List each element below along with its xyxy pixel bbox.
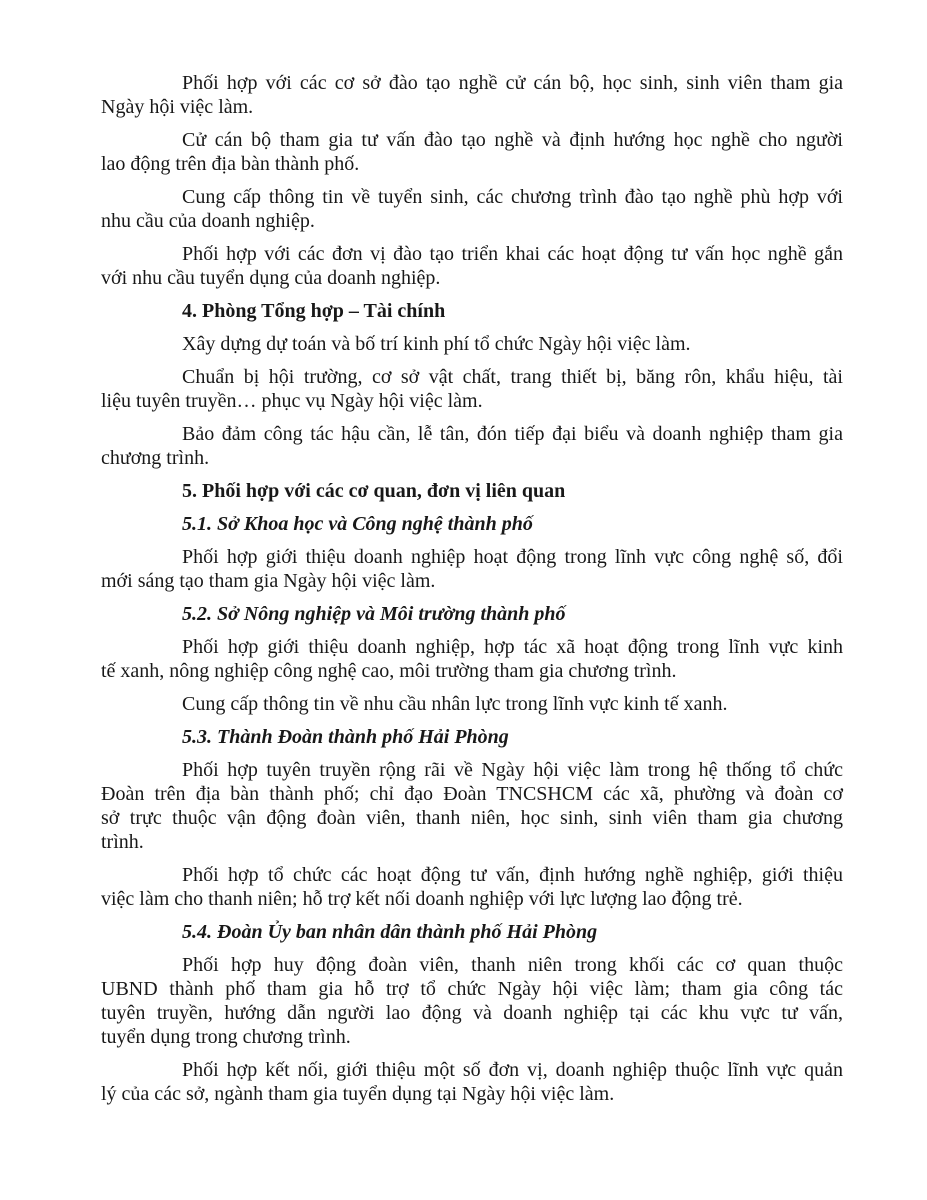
text-line: Cung cấp thông tin về tuyển sinh, các chương trình đào tạo nghề phù hợp với	[182, 186, 843, 208]
text-line: Đoàn trên địa bàn thành phố; chỉ đạo Đoàn TNCSHCM các xã, phường và đoàn cơ	[101, 783, 843, 805]
subsection-heading: 5.1. Sở Khoa học và Công nghệ thành phố	[182, 513, 533, 535]
text-line: tuyên truyền, hướng dẫn người lao động và doanh nghiệp tại các khu vực tư vấn,	[101, 1002, 843, 1024]
text-line: nhu cầu của doanh nghiệp.	[101, 210, 315, 232]
text-line: Phối hợp với các đơn vị đào tạo triển khai các hoạt động tư vấn học nghề gắn	[182, 243, 843, 265]
text-line: Cung cấp thông tin về nhu cầu nhân lực trong lĩnh vực kinh tế xanh.	[182, 693, 728, 715]
text-line: sở trực thuộc vận động đoàn viên, thanh niên, học sinh, sinh viên tham gia chương	[101, 807, 843, 829]
text-line: trình.	[101, 831, 144, 853]
paragraph	[101, 185, 843, 233]
paragraph	[101, 242, 843, 290]
paragraph	[101, 545, 843, 593]
text-line: Chuẩn bị hội trường, cơ sở vật chất, trang thiết bị, băng rôn, khẩu hiệu, tài	[182, 366, 843, 388]
text-line: lý của các sở, ngành tham gia tuyển dụng tại Ngày hội việc làm.	[101, 1083, 615, 1105]
paragraph	[101, 863, 843, 911]
text-line: lao động trên địa bàn thành phố.	[101, 153, 360, 175]
document-content	[101, 71, 843, 1106]
paragraph	[101, 365, 843, 413]
text-line: Bảo đảm công tác hậu cần, lễ tân, đón tiếp đại biểu và doanh nghiệp tham gia	[182, 423, 843, 445]
paragraph	[101, 635, 843, 683]
text-line: Phối hợp huy động đoàn viên, thanh niên trong khối các cơ quan thuộc	[182, 954, 843, 976]
text-line: Phối hợp giới thiệu doanh nghiệp, hợp tác xã hoạt động trong lĩnh vực kinh	[182, 636, 843, 658]
section-heading: 5. Phối hợp với các cơ quan, đơn vị liên quan	[182, 480, 566, 502]
text-line: Phối hợp tổ chức các hoạt động tư vấn, định hướng nghề nghiệp, giới thiệu	[182, 864, 843, 886]
paragraph	[101, 128, 843, 176]
subsection-heading: 5.2. Sở Nông nghiệp và Môi trường thành phố	[182, 603, 566, 625]
text-line: mới sáng tạo tham gia Ngày hội việc làm.	[101, 570, 436, 592]
paragraph	[101, 758, 843, 854]
text-line: Phối hợp tuyên truyền rộng rãi về Ngày hội việc làm trong hệ thống tổ chức	[182, 759, 843, 781]
text-line: Phối hợp với các cơ sở đào tạo nghề cử cán bộ, học sinh, sinh viên tham gia	[182, 72, 843, 94]
text-line: với nhu cầu tuyển dụng của doanh nghiệp.	[101, 267, 441, 289]
text-line: Ngày hội việc làm.	[101, 96, 254, 118]
paragraph	[101, 332, 843, 356]
text-line: chương trình.	[101, 447, 210, 469]
paragraph	[101, 422, 843, 470]
text-line: UBND thành phố tham gia hỗ trợ tổ chức Ngày hội việc làm; tham gia công tác	[101, 978, 843, 1000]
section-heading: 4. Phòng Tổng hợp – Tài chính	[182, 300, 446, 322]
paragraph	[101, 692, 843, 716]
text-line: liệu tuyên truyền… phục vụ Ngày hội việc làm.	[101, 390, 483, 412]
text-line: Phối hợp kết nối, giới thiệu một số đơn vị, doanh nghiệp thuộc lĩnh vực quản	[182, 1059, 843, 1081]
subsection-heading: 5.3. Thành Đoàn thành phố Hải Phòng	[182, 726, 509, 748]
paragraph	[101, 953, 843, 1049]
text-line: Cử cán bộ tham gia tư vấn đào tạo nghề và định hướng học nghề cho người	[182, 129, 843, 151]
text-line: tế xanh, nông nghiệp công nghệ cao, môi trường tham gia chương trình.	[101, 660, 677, 682]
paragraph	[101, 1058, 843, 1106]
text-line: việc làm cho thanh niên; hỗ trợ kết nối doanh nghiệp với lực lượng lao động trẻ.	[101, 888, 743, 910]
text-line: Xây dựng dự toán và bố trí kinh phí tổ chức Ngày hội việc làm.	[182, 333, 691, 355]
text-line: Phối hợp giới thiệu doanh nghiệp hoạt động trong lĩnh vực công nghệ số, đổi	[182, 546, 843, 568]
text-line: tuyển dụng trong chương trình.	[101, 1026, 351, 1048]
paragraph	[101, 71, 843, 119]
subsection-heading: 5.4. Đoàn Ủy ban nhân dân thành phố Hải Phòng	[182, 921, 598, 943]
